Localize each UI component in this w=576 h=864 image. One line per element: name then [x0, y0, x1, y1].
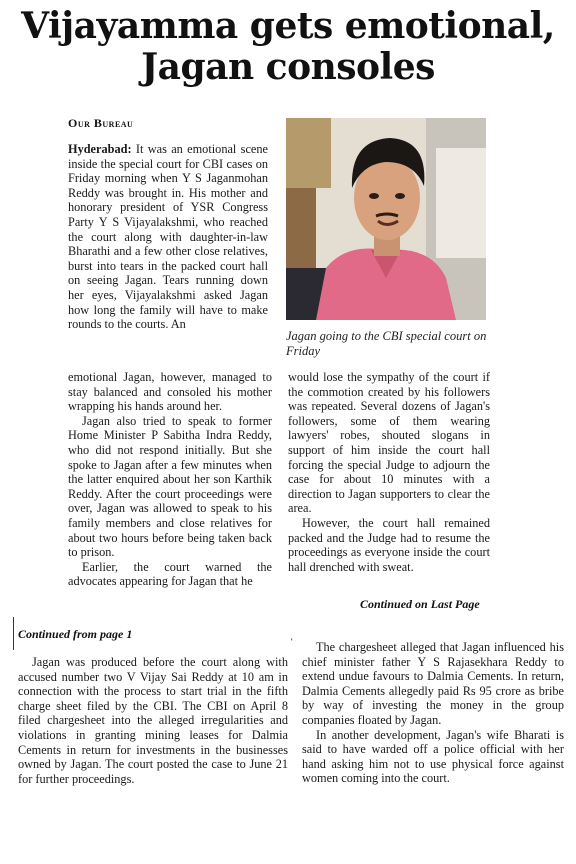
dateline: Hyderabad:: [68, 142, 132, 156]
continued-on-last-page: Continued on Last Page: [360, 597, 480, 611]
byline: [68, 116, 133, 131]
column-2-paragraph-3: Earlier, the court warned the advocates appearing for Jagan that he: [68, 559, 272, 589]
column-3: [288, 370, 490, 574]
continuation-left-paragraph: Jagan was produced before the court along with accused number two V Vijay Sai Reddy at 10 am in connection with the process to start trial in the fifth charge sheet filed by the CBI. The CBI on April 8 filed chargesheet into the alleged irregularities and violations in granting mining leases for Dalmia Cements in return for investments in the businesses owned by Jagan. The court posted the case to June 21 for further proceedings.: [18, 655, 288, 786]
continuation-right-paragraph-1: The chargesheet alleged that Jagan influenced his chief minister father Y S Rajasekhara Reddy to extend undue favours to Dalmia Cements. In return, Dalmia Cements allegedly paid Rs 95 crore as bribe by way of investing the money in the group companies floated by Jagan.: [302, 640, 564, 727]
photo-caption: Jagan going to the CBI special court on Friday: [286, 329, 487, 358]
column-1: [68, 142, 268, 332]
headline: [0, 6, 576, 88]
column-3-paragraph-1: would lose the sympathy of the court if the commotion created by his followers was repeated. Several dozens of Jagan's followers, some of them wearing lawyers' robes, shouted slogans in support of him inside the court hall forcing the special Judge to adjourn the case for about 10 minutes with a direction to Jagan supporters to clear the area.: [288, 370, 490, 516]
column-2-paragraph-1: emotional Jagan, however, managed to stay balanced and consoled his mother wrapping his hands around her.: [68, 370, 272, 414]
column-1-paragraph: [68, 142, 268, 332]
column-2: [68, 370, 272, 589]
column-1-text: It was an emotional scene inside the special court for CBI cases on Friday morning when Y S Jaganmohan Reddy was brought in. His mother and honorary president of YSR Congress Party Y S Vijayalakshmi, who reached the court along with daughter-in-law Bharathi and a few other close relatives, burst into tears in the packed court hall on seeing Jagan. Tears running down her eyes, Vijayalakshmi asked Jagan how long the family will have to make rounds to the courts. An: [68, 142, 268, 332]
column-3-paragraph-2: However, the court hall remained packed and the Judge had to resume the proceedings as everyone inside the court hall drenched with sweat.: [288, 515, 490, 574]
byline-text: Our Bureau: [68, 116, 134, 130]
continued-from-page-label: Continued from page 1: [18, 627, 133, 641]
section-separator: [13, 617, 14, 650]
headline-line-2: Jagan consoles: [141, 46, 435, 88]
headline-line-1: Vijayamma gets emotional,: [21, 5, 555, 47]
clipped-text-mark: ‘: [290, 637, 294, 648]
photo-jagan: [286, 118, 486, 320]
continuation-left-column: [18, 655, 288, 786]
continuation-right-paragraph-2: In another development, Jagan's wife Bharati is said to have warded off a police official with her hand asking him not to use physical force against women coming into the court.: [302, 727, 564, 786]
column-2-paragraph-2: Jagan also tried to speak to former Home Minister P Sabitha Indra Reddy, who did not respond initially. But she spoke to Jagan after a few minutes when the latter enquired about her son Karthik Reddy. After the court proceedings were over, Jagan was allowed to speak to his family members and close relatives for about two hours before being taken back to prison.: [68, 413, 272, 560]
continuation-right-column: [302, 640, 564, 786]
photo-illustration: [286, 118, 486, 320]
